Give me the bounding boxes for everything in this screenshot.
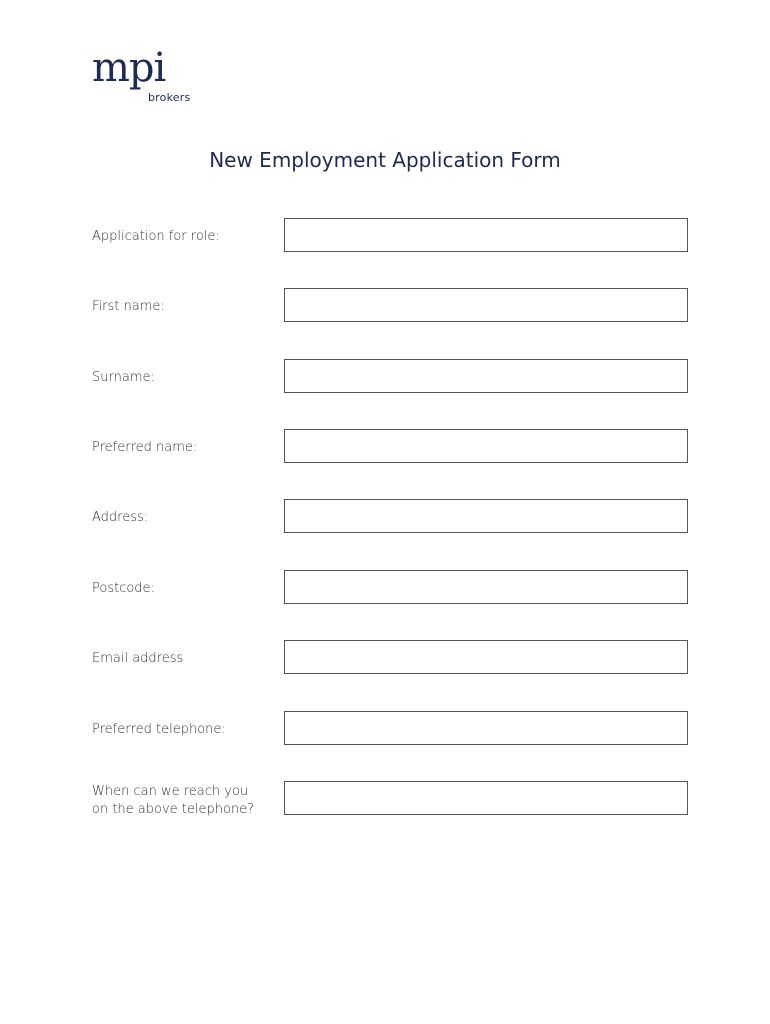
form-row-address [92,499,688,537]
surname-label: Surname: [92,370,155,385]
surname-input[interactable] [284,359,688,393]
preferred-name-label: Preferred name: [92,440,198,455]
form-row-surname [92,359,688,397]
reach-time-input[interactable] [284,781,688,815]
postcode-label: Postcode: [92,581,155,596]
reach-time-label [92,783,272,821]
reach-time-label-line2: on the above telephone? [92,802,255,817]
first-name-label: First name: [92,299,165,314]
logo-main-text: mpi [92,45,166,91]
postcode-input[interactable] [284,570,688,604]
address-label: Address: [92,510,149,525]
first-name-input[interactable] [284,288,688,322]
form-row-email [92,640,688,678]
form-row-preferred-name [92,429,688,467]
email-input[interactable] [284,640,688,674]
preferred-name-input[interactable] [284,429,688,463]
company-logo [92,46,202,110]
address-input[interactable] [284,499,688,533]
form-row-telephone [92,711,688,749]
email-label: Email address [92,651,184,666]
form-row-reach-time [92,781,688,819]
role-input[interactable] [284,218,688,252]
telephone-label: Preferred telephone: [92,722,226,737]
form-row-first-name [92,288,688,326]
logo-sub-text: brokers [148,91,191,104]
form-row-role [92,218,688,256]
form-row-postcode [92,570,688,608]
role-label: Application for role: [92,229,220,244]
telephone-input[interactable] [284,711,688,745]
page-title: New Employment Application Form [209,148,561,172]
reach-time-label-line1: When can we reach you [92,784,249,799]
